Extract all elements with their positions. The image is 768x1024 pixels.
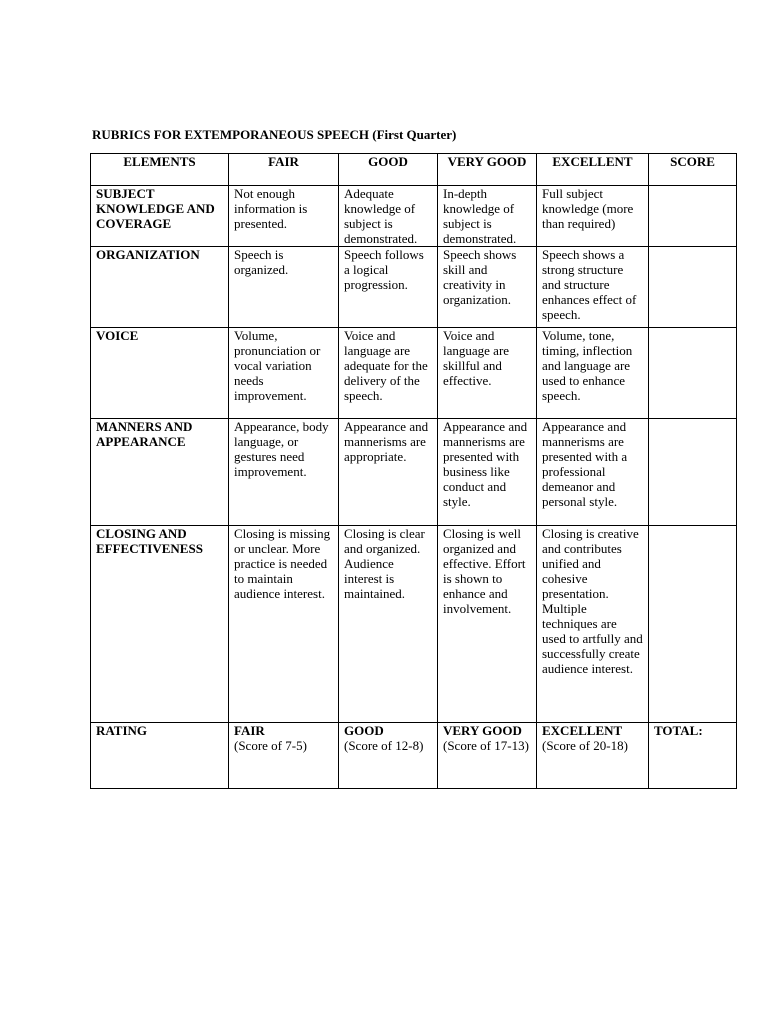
element-cell: VOICE [91,328,229,419]
total-cell[interactable] [649,723,737,789]
rating-level: GOOD [344,723,384,738]
table-row [91,247,737,328]
rating-very-good-cell [438,723,537,789]
excellent-cell: Appearance and mannerisms are presented with a professional demeanor and personal style. [537,419,649,526]
good-cell: Appearance and mannerisms are appropriate. [339,419,438,526]
fair-cell: Appearance, body language, or gestures need improvement. [229,419,339,526]
excellent-cell: Closing is creative and contributes unified and cohesive presentation. Multiple techniques are used to artfully and successfully create audience interest. [537,526,649,723]
rating-level: VERY GOOD [443,723,522,738]
rating-excellent-cell [537,723,649,789]
very-good-cell: In-depth knowledge of subject is demonstrated. [438,186,537,247]
rating-level: EXCELLENT [542,723,623,738]
rating-fair-cell [229,723,339,789]
excellent-cell: Volume, tone, timing, inflection and language are used to enhance speech. [537,328,649,419]
table-row [91,328,737,419]
element-cell: ORGANIZATION [91,247,229,328]
header-fair: FAIR [229,154,339,186]
header-score: SCORE [649,154,737,186]
rating-level: FAIR [234,723,265,738]
fair-cell: Not enough information is presented. [229,186,339,247]
table-row [91,419,737,526]
excellent-cell: Speech shows a strong structure and structure enhances effect of speech. [537,247,649,328]
rating-label: RATING [91,723,229,789]
table-row [91,526,737,723]
element-cell: SUBJECT KNOWLEDGE AND COVERAGE [91,186,229,247]
good-cell: Adequate knowledge of subject is demonstrated. [339,186,438,247]
element-cell: MANNERS AND APPEARANCE [91,419,229,526]
element-cell: CLOSING AND EFFECTIVENESS [91,526,229,723]
rating-range: (Score of 17-13) [443,738,529,753]
document-title: RUBRICS FOR EXTEMPORANEOUS SPEECH (First Quarter) [92,127,457,142]
rating-range: (Score of 20-18) [542,738,628,753]
rating-good-cell [339,723,438,789]
very-good-cell: Appearance and mannerisms are presented with business like conduct and style. [438,419,537,526]
total-label: TOTAL: [654,723,703,738]
fair-cell: Volume, pronunciation or vocal variation needs improvement. [229,328,339,419]
rating-row [91,723,737,789]
score-cell[interactable] [649,419,737,526]
rating-range: (Score of 12-8) [344,738,424,753]
header-excellent: EXCELLENT [537,154,649,186]
header-very-good: VERY GOOD [438,154,537,186]
rubric-table [90,153,737,789]
table-row [91,186,737,247]
score-cell[interactable] [649,328,737,419]
score-cell[interactable] [649,186,737,247]
rating-range: (Score of 7-5) [234,738,307,753]
fair-cell: Speech is organized. [229,247,339,328]
score-cell[interactable] [649,247,737,328]
table-header-row [91,154,737,186]
good-cell: Speech follows a logical progression. [339,247,438,328]
very-good-cell: Closing is well organized and effective. Effort is shown to enhance and involvement. [438,526,537,723]
score-cell[interactable] [649,526,737,723]
header-elements: ELEMENTS [91,154,229,186]
header-good: GOOD [339,154,438,186]
excellent-cell: Full subject knowledge (more than required) [537,186,649,247]
very-good-cell: Voice and language are skillful and effective. [438,328,537,419]
good-cell: Voice and language are adequate for the delivery of the speech. [339,328,438,419]
very-good-cell: Speech shows skill and creativity in organization. [438,247,537,328]
fair-cell: Closing is missing or unclear. More practice is needed to maintain audience interest. [229,526,339,723]
good-cell: Closing is clear and organized. Audience interest is maintained. [339,526,438,723]
